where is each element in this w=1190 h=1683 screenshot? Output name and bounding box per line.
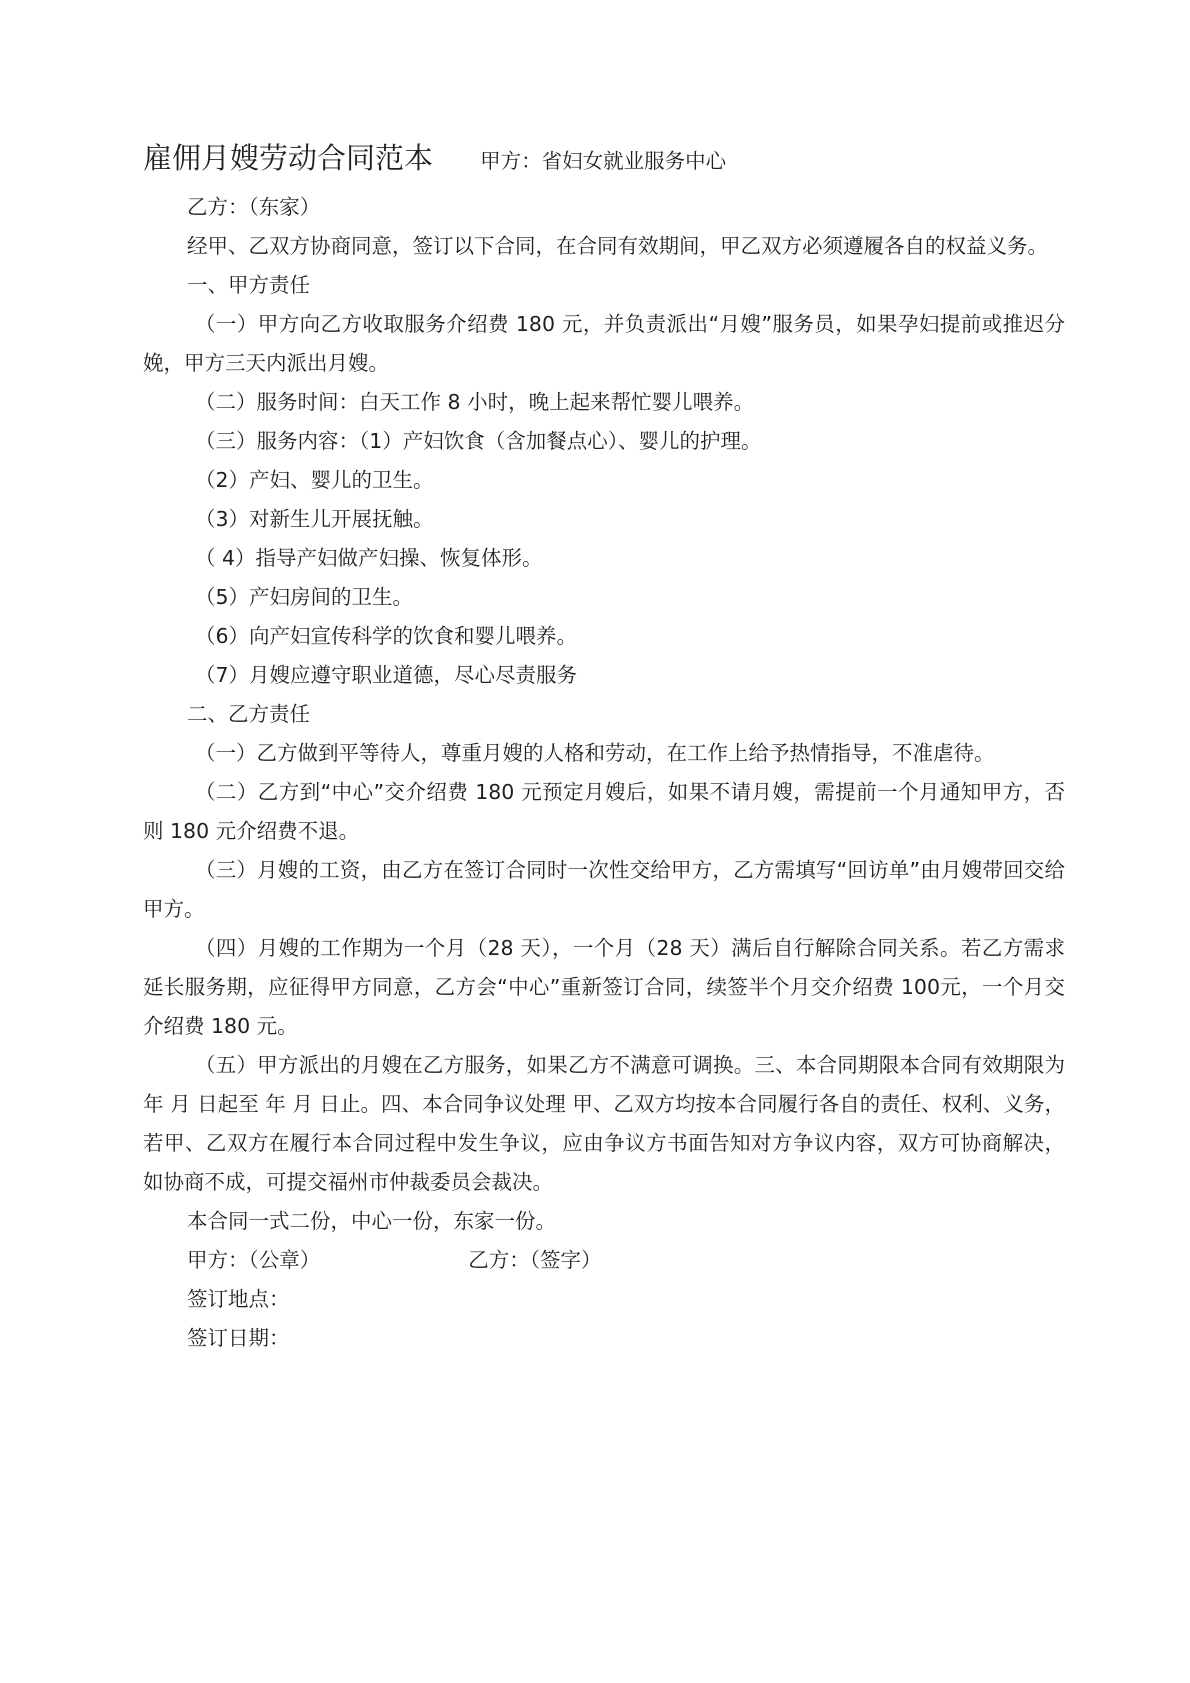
section-1-item-3: （三）服务内容：（1）产妇饮食（含加餐点心）、婴儿的护理。 <box>195 429 762 453</box>
section-1-title: 一、甲方责任 <box>187 273 310 297</box>
section-1-subitem-2: （2）产妇、婴儿的卫生。 <box>195 468 434 492</box>
sign-date: 签订日期： <box>187 1326 290 1350</box>
sign-place: 签订地点： <box>187 1287 290 1311</box>
sign-party-b: 乙方：（签字） <box>468 1248 602 1272</box>
section-2-item-2: （二）乙方到“中心”交介绍费 180 元预定月嫂后，如果不请月嫂，需提前一个月通知甲方，否则 180 元介绍费不退。 <box>143 780 1065 843</box>
section-2-item-1: （一）乙方做到平等待人，尊重月嫂的人格和劳动，在工作上给予热情指导，不准虐待。 <box>195 741 995 765</box>
section-2-item-4: （四）月嫂的工作期为一个月（28 天），一个月（28 天）满后自行解除合同关系。若乙方需求延长服务期，应征得甲方同意，乙方会“中心”重新签订合同，续签半个月交介绍费 100元，一个月交介绍费 180 元。 <box>143 936 1065 1038</box>
section-2-title: 二、乙方责任 <box>187 702 310 726</box>
title-row <box>143 136 1065 188</box>
intro-paragraph: 经甲、乙双方协商同意，签订以下合同，在合同有效期间，甲乙双方必须遵履各自的权益义务。 <box>187 234 1048 258</box>
section-1-subitem-4: （ 4）指导产妇做产妇操、恢复体形。 <box>195 546 543 570</box>
document-body <box>143 136 1065 1358</box>
party-a-header: 甲方：省妇女就业服务中心 <box>480 149 727 173</box>
section-1-subitem-5: （5）产妇房间的卫生。 <box>195 585 414 609</box>
section-1-subitem-3: （3）对新生儿开展抚触。 <box>195 507 434 531</box>
party-b-line: 乙方：（东家） <box>187 195 321 219</box>
section-2-item-3: （三）月嫂的工资，由乙方在签订合同时一次性交给甲方，乙方需填写“回访单”由月嫂带回交给甲方。 <box>143 858 1065 921</box>
section-1-item-2: （二）服务时间：白天工作 8 小时，晚上起来帮忙婴儿喂养。 <box>195 390 755 414</box>
section-1-subitem-7: （7）月嫂应遵守职业道德，尽心尽责服务 <box>195 663 578 687</box>
copies-line: 本合同一式二份，中心一份，东家一份。 <box>187 1209 556 1233</box>
section-2-item-5: （五）甲方派出的月嫂在乙方服务，如果乙方不满意可调换。三、本合同期限本合同有效期限为 年 月 日起至 年 月 日止。四、本合同争议处理 甲、乙双方均按本合同履行各自的责任、权利、义务，若甲、乙双方在履行本合同过程中发生争议，应由争议方书面告知对方争议内容，双方可协商解决，如协商不成，可提交福州市仲裁委员会裁决。 <box>143 1053 1065 1194</box>
section-1-subitem-6: （6）向产妇宣传科学的饮食和婴儿喂养。 <box>195 624 578 648</box>
signature-row <box>143 1241 1065 1280</box>
document-title: 雇佣月嫂劳动合同范本 <box>143 141 434 175</box>
section-1-item-1: （一）甲方向乙方收取服务介绍费 180 元，并负责派出“月嫂”服务员，如果孕妇提前或推迟分娩，甲方三天内派出月嫂。 <box>143 312 1065 375</box>
sign-party-a: 甲方：（公章） <box>187 1248 321 1272</box>
